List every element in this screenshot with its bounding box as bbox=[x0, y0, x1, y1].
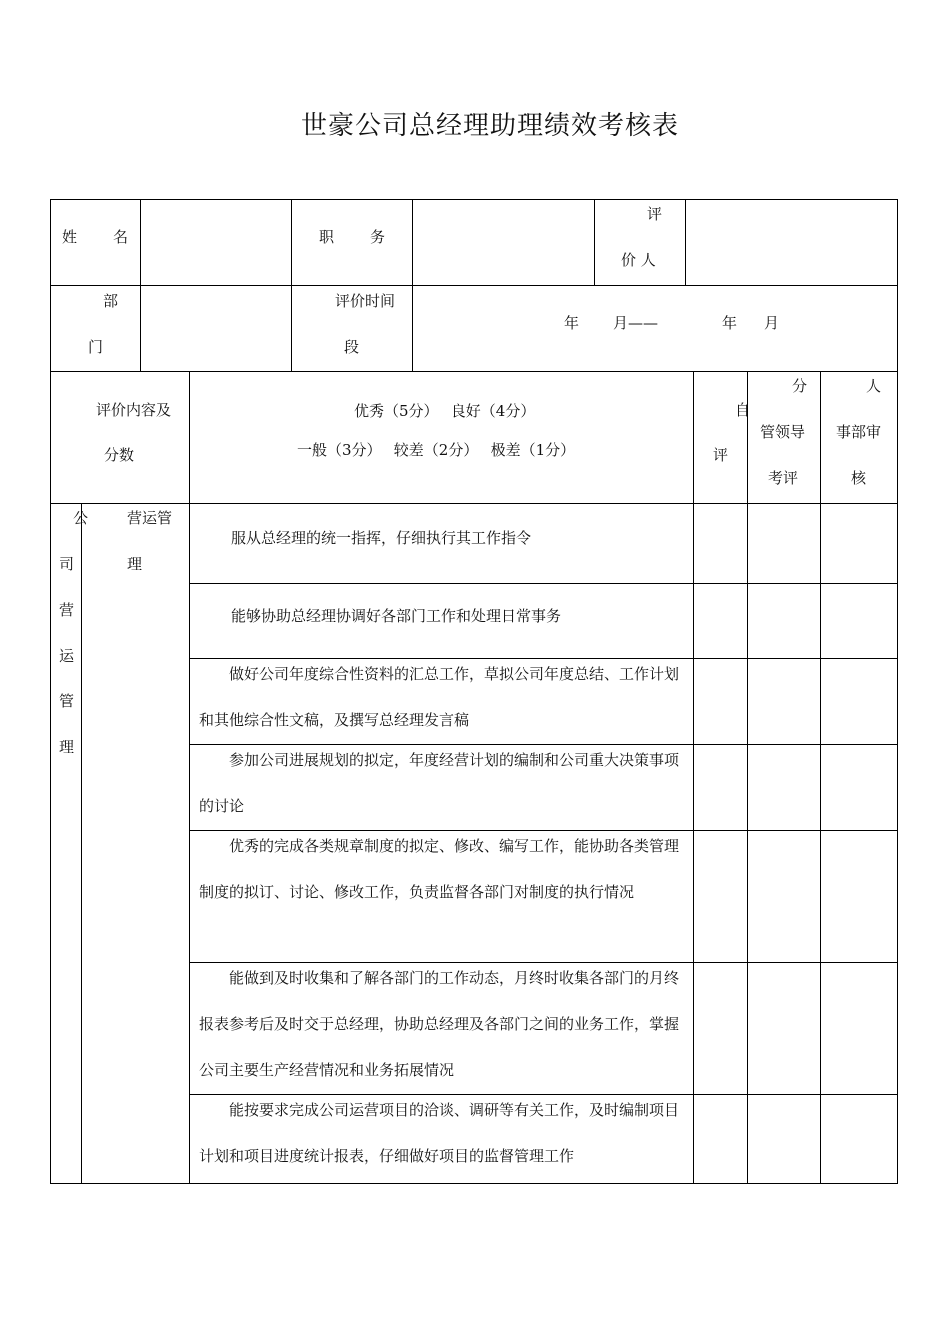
form-title: 世豪公司总经理助理绩效考核表 bbox=[300, 111, 679, 141]
criteria-item: 做好公司年度综合性资料的汇总工作，草拟公司年度总结、工作计划和其他综合性文稿，及撰写总经理发言稿 bbox=[199, 665, 680, 729]
criteria-item: 优秀的完成各类规章制度的拟定、修改、编写工作，能协助各类管理制度的拟订、讨论、修改工作，负责监督各部门对制度的执行情况 bbox=[199, 837, 680, 901]
content-score-label-1: 评价内容及 bbox=[96, 401, 172, 419]
hr-review-label-1: 人 bbox=[866, 377, 882, 395]
self-eval-label-1: 自 bbox=[735, 401, 751, 419]
rating-scale-line-1: 优秀（5分） 良好（4分） bbox=[354, 402, 536, 420]
table-rule bbox=[412, 199, 413, 371]
table-rule bbox=[140, 199, 141, 371]
manager-eval-label-1: 分 bbox=[792, 377, 808, 395]
subcategory-label-1: 营运管 bbox=[127, 509, 173, 527]
content-score-label-2: 分数 bbox=[104, 446, 135, 464]
category-char: 运 bbox=[59, 647, 75, 665]
category-char: 公 bbox=[73, 509, 89, 527]
category-char: 司 bbox=[59, 555, 75, 573]
table-rule bbox=[50, 199, 898, 200]
name-label-1: 姓 bbox=[62, 228, 78, 246]
table-rule bbox=[897, 199, 898, 1184]
evaluator-label-1: 评 bbox=[647, 205, 663, 223]
dept-label-2: 门 bbox=[88, 338, 104, 356]
period-month-start: 月—— bbox=[613, 314, 659, 332]
period-label-2: 段 bbox=[344, 338, 360, 356]
evaluator-label-2: 价 人 bbox=[621, 251, 656, 269]
table-rule bbox=[50, 503, 898, 504]
table-rule bbox=[50, 199, 51, 1184]
self-eval-label-2: 评 bbox=[713, 446, 729, 464]
position-label-2: 务 bbox=[370, 228, 386, 246]
table-rule bbox=[820, 371, 821, 1183]
table-rule bbox=[189, 583, 898, 584]
table-rule bbox=[189, 371, 190, 1183]
name-label-2: 名 bbox=[113, 228, 129, 246]
manager-eval-label-3: 考评 bbox=[768, 469, 799, 487]
table-rule bbox=[81, 503, 82, 1183]
criteria-item: 服从总经理的统一指挥，仔细执行其工作指令 bbox=[231, 529, 532, 547]
table-rule bbox=[291, 199, 292, 371]
table-rule bbox=[50, 1183, 898, 1184]
criteria-item: 能够协助总经理协调好各部门工作和处理日常事务 bbox=[231, 607, 562, 625]
criteria-item: 能做到及时收集和了解各部门的工作动态，月终时收集各部门的月终报表参考后及时交于总经理，协助总经理及各部门之间的业务工作，掌握公司主要生产经营情况和业务拓展情况 bbox=[199, 969, 680, 1079]
rating-scale-line-2: 一般（3分） 较差（2分） 极差（1分） bbox=[297, 441, 576, 459]
category-char: 管 bbox=[59, 692, 75, 710]
category-char: 理 bbox=[59, 738, 75, 756]
dept-label-1: 部 bbox=[103, 292, 119, 310]
period-month-end: 月 bbox=[764, 314, 780, 332]
hr-review-label-3: 核 bbox=[851, 469, 867, 487]
table-rule bbox=[50, 285, 898, 286]
period-year-start: 年 bbox=[564, 314, 580, 332]
table-rule bbox=[693, 371, 694, 1183]
subcategory-label-2: 理 bbox=[127, 555, 143, 573]
position-label-1: 职 bbox=[319, 228, 335, 246]
table-rule bbox=[747, 371, 748, 1183]
hr-review-label-2: 事部审 bbox=[836, 423, 882, 441]
criteria-item: 能按要求完成公司运营项目的洽谈、调研等有关工作，及时编制项目计划和项目进度统计报表，仔细做好项目的监督管理工作 bbox=[199, 1101, 680, 1165]
table-rule bbox=[685, 199, 686, 285]
table-rule bbox=[50, 371, 898, 372]
period-year-end: 年 bbox=[722, 314, 738, 332]
criteria-item: 参加公司进展规划的拟定，年度经营计划的编制和公司重大决策事项的讨论 bbox=[199, 751, 680, 815]
category-char: 营 bbox=[59, 601, 75, 619]
table-rule bbox=[594, 199, 595, 285]
manager-eval-label-2: 管领导 bbox=[760, 423, 806, 441]
period-label-1: 评价时间 bbox=[335, 292, 396, 310]
